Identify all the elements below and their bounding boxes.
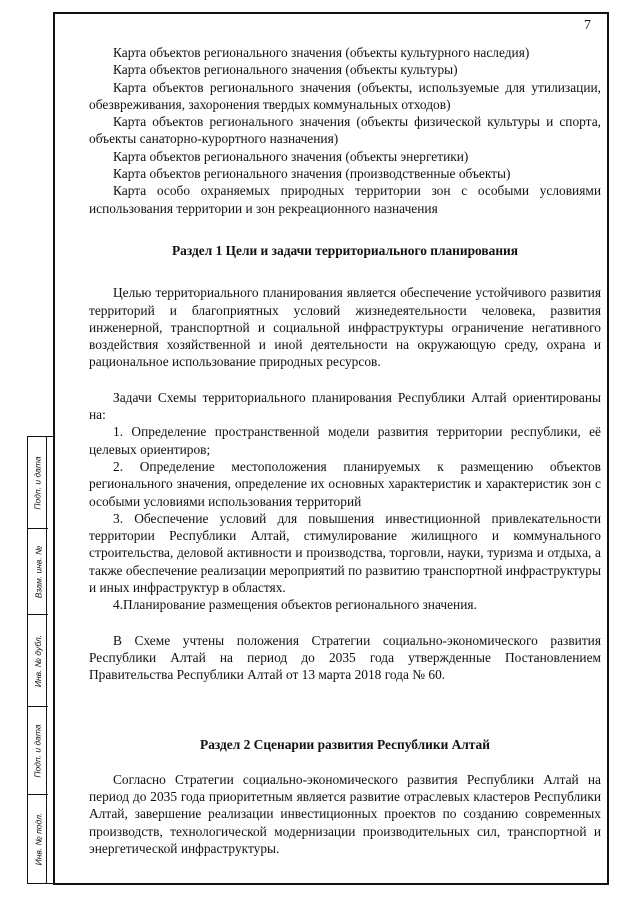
- page-number: 7: [584, 18, 591, 33]
- section1-goal: Целью территориального планирования является обеспечение устойчивого развития территорий и благоприятных условий жизнедеятельности человека, развития инженерной, транспортной и социальной инфраструктуры ограничение негативного воздействия хозяйственной и иной деятельности на окружающую среду, охрана и рациональное использование природных ресурсов.: [89, 285, 601, 370]
- stamp-inv-podl: Инв. № подл.: [33, 812, 43, 866]
- stamp-podp-data-2: Подп. и дата: [33, 724, 43, 778]
- task-item: 3. Обеспечение условий для повышения инвестиционной привлекательности территории Республики Алтай, стимулирование жилищного и коммунального строительства, деловой активности и производства, торговли, науки, туризма и отдыха, а также обеспечение реализации мероприятий по развитию транспортной инфраструктуры и иных инфраструктур в областях.: [89, 510, 601, 596]
- section1-tasks-intro: Задачи Схемы территориального планирования Республики Алтай ориентированы на:: [89, 389, 601, 423]
- task-item: 4.Планирование размещения объектов регионального значения.: [113, 597, 477, 613]
- map-list-item: Карта объектов регионального значения (объекты физической культуры и спорта, объекты санаторно-курортного назначения): [89, 114, 601, 147]
- stamp-vzam-inv: Взам. инв. №: [33, 545, 44, 599]
- map-list-item: Карта объектов регионального значения (объекты, используемые для утилизации, обезвреживания, захоронения твердых коммунальных отходов): [89, 79, 601, 112]
- section2-text: Согласно Стратегии социально-экономического развития Республики Алтай на период до 2035 года приоритетным является развитие отраслевых кластеров Республики Алтай, завершение реализации инвестиционных проектов по созданию современных производств, технологической модернизации производительных сил, транспортной и энергетической инфраструктуры.: [89, 771, 601, 856]
- map-list-item: Карта объектов регионального значения (производственные объекты): [113, 166, 511, 182]
- map-list-item: Карта особо охраняемых природных территории зон с особыми условиями использования территории и зон рекреационного назначения: [89, 183, 601, 216]
- section1-strategy: В Схеме учтены положения Стратегии социально-экономического развития Республики Алтай на период до 2035 года утвержденные Постановлением Правительства Республики Алтай от 13 марта 2018 года № 60.: [89, 632, 601, 683]
- stamp-podp-data-1: Подп. и дата: [33, 456, 43, 510]
- map-list: [89, 44, 601, 217]
- document-body: [89, 44, 601, 857]
- task-item: 2. Определение местоположения планируемых к размещению объектов регионального значения, определение их основных характеристик и характеристик зон с особыми условиями использования территорий: [89, 458, 601, 509]
- map-list-item: Карта объектов регионального значения (объекты энергетики): [113, 148, 469, 164]
- section1-title: Раздел 1 Цели и задачи территориального планирования: [171, 242, 519, 258]
- margin-stamp-inner-column: [40, 436, 53, 884]
- page-frame: [53, 12, 609, 885]
- task-item: 1. Определение пространственной модели развития территории республики, её целевых ориентиров;: [89, 424, 601, 457]
- section2-title: Раздел 2 Сценарии развития Республики Алтай: [200, 736, 490, 752]
- stamp-inv-dubl: Инв. № дубл.: [33, 634, 43, 688]
- map-list-item: Карта объектов регионального значения (объекты культуры): [113, 62, 458, 78]
- map-list-item: Карта объектов регионального значения (объекты культурного наследия): [113, 45, 530, 60]
